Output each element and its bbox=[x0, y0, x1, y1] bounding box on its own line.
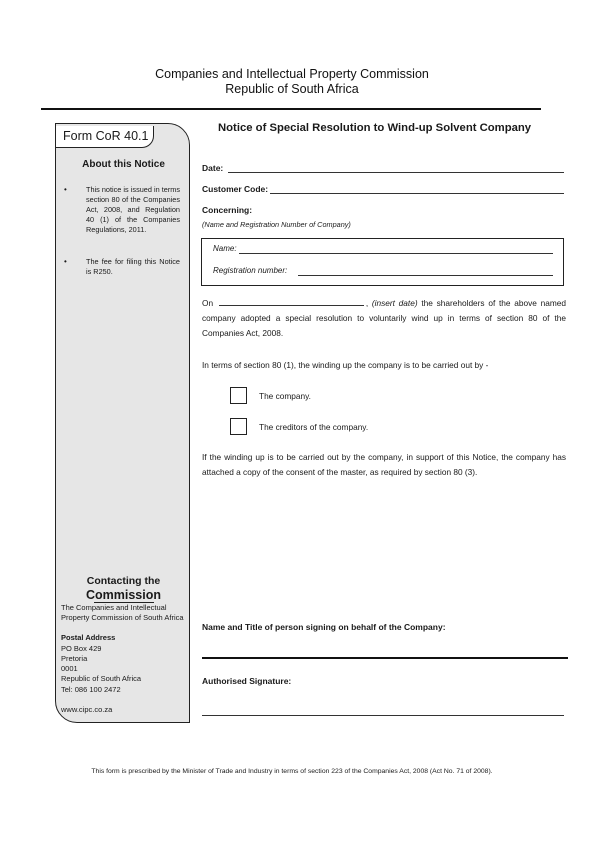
company-details-box bbox=[201, 238, 564, 286]
signer-label: Name and Title of person signing on behalf of the Company: bbox=[202, 622, 446, 632]
header-line-2: Republic of South Africa bbox=[225, 82, 359, 96]
concerning-hint: (Name and Registration Number of Company) bbox=[202, 220, 351, 229]
option-company-label: The company. bbox=[259, 391, 311, 401]
postal-line: 0001 bbox=[61, 664, 78, 673]
signature-field[interactable] bbox=[202, 715, 564, 716]
registration-number-field[interactable] bbox=[298, 275, 553, 276]
postal-line: PO Box 429 bbox=[61, 644, 102, 653]
about-heading: About this Notice bbox=[82, 159, 165, 170]
consent-paragraph: If the winding up is to be carried out by the company, in support of this Notice, the company has attached a copy of the consent of the master, as required by section 80 (3). bbox=[202, 452, 566, 477]
bullet-text: This notice is issued in terms section 80 of the Companies Act, 2008, and Regulation 40 (1) of the Companies Regulations, 2011. bbox=[86, 185, 180, 234]
registration-label: Registration number: bbox=[213, 266, 288, 275]
company-name-field[interactable] bbox=[239, 253, 553, 254]
header-divider bbox=[41, 108, 541, 110]
bullet-item bbox=[64, 185, 180, 247]
option-creditors-label: The creditors of the company. bbox=[259, 422, 369, 432]
option-creditors-checkbox[interactable] bbox=[230, 418, 247, 435]
header-line-1: Companies and Intellectual Property Commission bbox=[155, 67, 429, 81]
winding-up-paragraph: In terms of section 80 (1), the winding up the company is to be carried out by - bbox=[202, 360, 489, 370]
form-number: Form CoR 40.1 bbox=[56, 126, 154, 148]
bullet-item bbox=[64, 257, 180, 279]
postal-line: Pretoria bbox=[61, 654, 88, 663]
customer-code-label: Customer Code: bbox=[202, 184, 269, 194]
signature-label: Authorised Signature: bbox=[202, 676, 292, 686]
customer-code-field[interactable] bbox=[270, 193, 564, 194]
telephone: Tel: 086 100 2472 bbox=[61, 685, 121, 694]
name-label: Name: bbox=[213, 244, 237, 253]
website-link[interactable]: www.cipc.co.za bbox=[61, 705, 113, 714]
resolution-paragraph: On , (insert date) the shareholders of the above named company adopted a special resolution to voluntarily wind up in terms of section 80 of the Companies Act, 2008. bbox=[202, 298, 566, 338]
footer-note: This form is prescribed by the Minister of Trade and Industry in terms of section 223 of the Companies Act, 2008 (Act No. 71 of 2008). bbox=[91, 768, 493, 775]
concerning-label: Concerning: bbox=[202, 205, 253, 215]
contact-org: The Companies and Intellectual Property Commission of South Africa bbox=[61, 603, 184, 622]
contact-heading-2: Commission bbox=[85, 588, 161, 602]
bullet-icon: • bbox=[64, 185, 67, 194]
signer-field[interactable] bbox=[202, 657, 568, 659]
option-company-checkbox[interactable] bbox=[230, 387, 247, 404]
insert-date-hint: (insert date) bbox=[371, 298, 418, 308]
bullet-text: The fee for filing this Notice is R250. bbox=[86, 257, 180, 276]
resolution-date-field[interactable] bbox=[219, 296, 364, 306]
date-label: Date: bbox=[202, 163, 224, 173]
bullet-icon: • bbox=[64, 257, 67, 266]
postal-heading: Postal Address bbox=[61, 633, 116, 642]
resolution-text: the shareholders of the above named company adopted a special resolution to voluntarily wind up in terms of section 80 of the Companies Act, 2008. bbox=[202, 298, 566, 338]
contact-heading-1: Contacting the bbox=[86, 575, 161, 587]
notice-title: Notice of Special Resolution to Wind-up Solvent Company bbox=[218, 122, 532, 134]
date-field[interactable] bbox=[228, 172, 564, 173]
postal-line: Republic of South Africa bbox=[61, 674, 142, 683]
on-word: On bbox=[202, 298, 214, 308]
